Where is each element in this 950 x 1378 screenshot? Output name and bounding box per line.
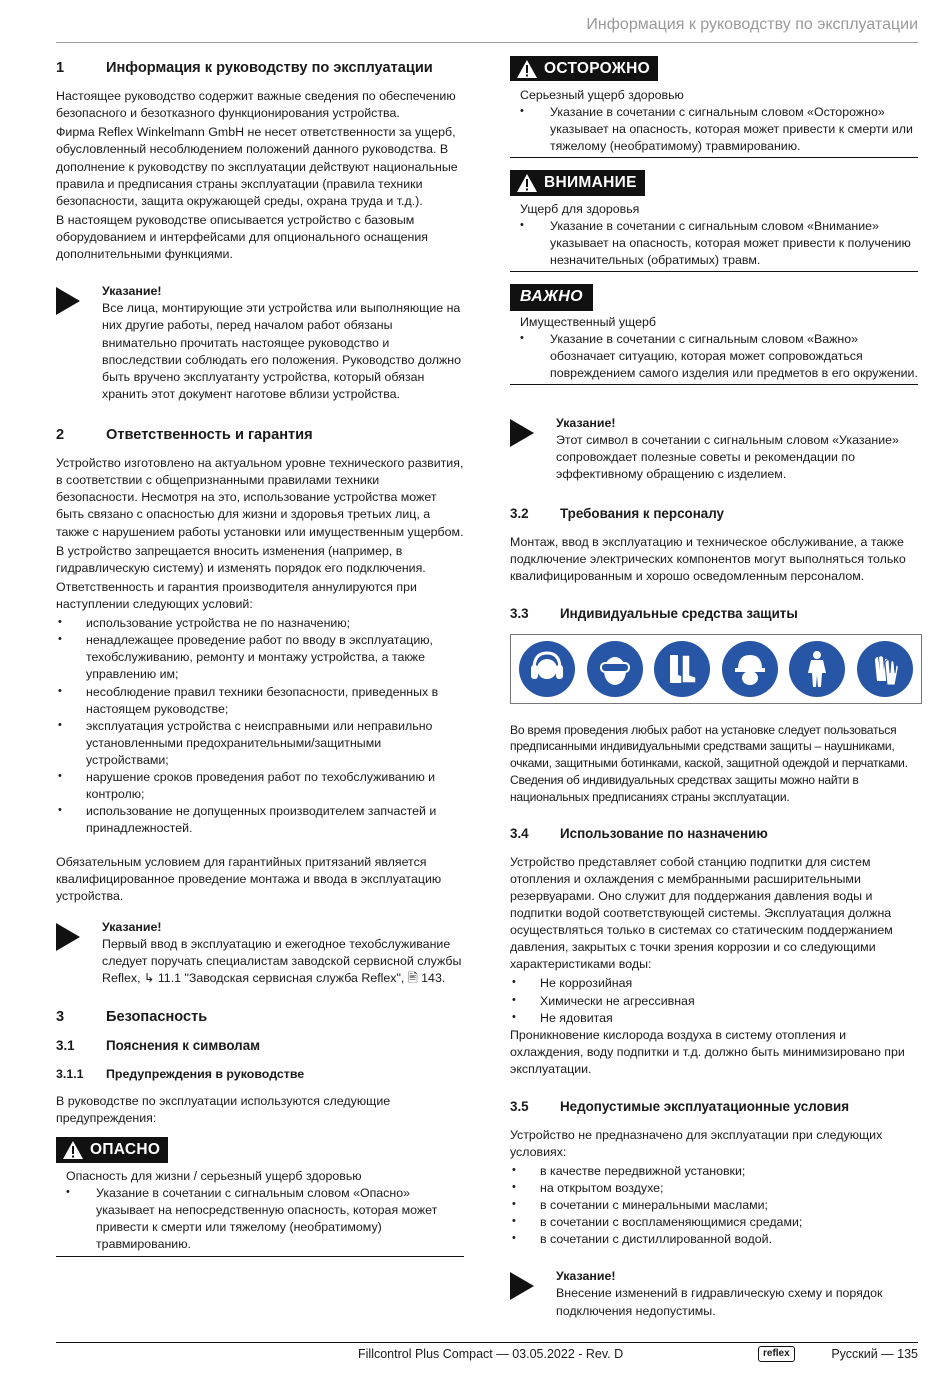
note-title: Указание! (102, 919, 162, 934)
ppe-icons-row (510, 634, 922, 704)
protective-clothing-icon (789, 641, 845, 697)
s2-paragraph-3: Ответственность и гарантия производителя аннулируются при наступлении следующих условий: (56, 579, 417, 611)
note-block (56, 283, 464, 405)
danger-warning (56, 1137, 464, 1256)
list-item: • использование устройства не по назначению; (56, 615, 464, 632)
list-item: • в сочетании с воспламеняющимися средами; (510, 1214, 918, 1231)
list-item: • в качестве передвижной установки; (510, 1163, 918, 1180)
section-3-2-heading: 3.2 Требования к персоналу (510, 506, 725, 522)
section-3-1-heading: 3.1 Пояснения к символам (56, 1038, 261, 1054)
list-item: • Указание в сочетании с сигнальным словом «Важно» обозначает ситуацию, которая может сопровождаться повреждением самого изделия или предметов в его окружении. (510, 331, 918, 382)
note-title: Указание! (102, 284, 162, 299)
safety-boots-icon (654, 641, 710, 697)
list-item: • на открытом воздухе; (510, 1180, 918, 1197)
goggles-icon (587, 641, 643, 697)
important-warning (510, 284, 918, 385)
right-column (510, 56, 918, 1322)
s2-paragraph-4: Обязательным условием для гарантийных притязаний является квалифицированное проведение монтажа и ввода в эксплуатацию устройства. (56, 854, 442, 903)
note-title: Указание! (556, 415, 616, 430)
list-item: • ненадлежащее проведение работ по вводу в эксплуатацию, техобслуживанию, ремонту и монтажу устройства, а также управлению им; (56, 632, 464, 683)
list-item: • несоблюдение правил техники безопасности, приведенных в настоящем руководстве; (56, 684, 464, 718)
s1-paragraph-1: Настоящее руководство содержит важные сведения по обеспечению безопасного и безотказного функционирования устройства. (56, 89, 456, 121)
note-text: Все лица, монтирующие эти устройства или выполняющие на них другие работы, перед началом работ обязаны внимательно прочитать настоящее руководство и впоследствии соблюдать его положения. Руководство должно быть вручено эксплуатанту устройства, который обязан хранить этот документ наготове вблизи устройства. (102, 301, 462, 401)
list-item: • Не коррозийная (510, 975, 918, 992)
caution-warning (510, 56, 918, 158)
list-item: • Указание в сочетании с сигнальным словом «Осторожно» указывает на опасность, которая может привести к смерти или тяжелому (необратимому) травмированию. (510, 104, 918, 155)
note-arrow-icon (510, 415, 556, 485)
s2-paragraph-1: Устройство изготовлено на актуальном уровне технического развития, в соответствии с общепризнанными правилами техники безопасности. Несмотря на это, использование устройства может быть связано с опасностью для жизни и здоровья третьих лиц, а также с нарушением работы установки или имущественным ущербом. (56, 456, 464, 539)
list-item: • нарушение сроков проведения работ по техобслуживанию и контролю; (56, 769, 464, 803)
s35-list (510, 1163, 918, 1249)
attention-badge: ВНИМАНИЕ (510, 170, 645, 195)
note-block (510, 1268, 918, 1321)
left-column (56, 56, 464, 1257)
attention-warning (510, 170, 918, 272)
note-text: Этот символ в сочетании с сигнальным словом «Указание» сопровождает полезные советы и рекомендации по эффективному обращению с изделием. (556, 433, 899, 482)
note-title: Указание! (556, 1269, 616, 1284)
warning-triangle-icon (516, 59, 538, 79)
header-rule (56, 42, 918, 43)
warning-triangle-icon (62, 1140, 84, 1160)
gloves-icon (857, 641, 913, 697)
list-item: • эксплуатация устройства с неисправными или неправильно установленными предохранительными/защитными устройствами; (56, 718, 464, 769)
s35-paragraph-1: Устройство не предназначено для эксплуатации при следующих условиях: (510, 1127, 883, 1159)
section-1-heading: 1 Информация к руководству по эксплуатации (56, 60, 433, 76)
section-3-heading: 3 Безопасность (56, 1009, 208, 1026)
ear-protection-icon (519, 641, 575, 697)
s32-paragraph: Монтаж, ввод в эксплуатацию и техническое обслуживание, а также подключение электрических компонентов могут выполняться только квалифицированным и хорошо осведомленным персоналом. (510, 534, 906, 584)
section-3-4-heading: 3.4 Использование по назначению (510, 826, 768, 842)
reflex-logo: reflex (758, 1346, 795, 1362)
list-item: • Химически не агрессивная (510, 993, 918, 1010)
footer (56, 1346, 918, 1366)
s34-paragraph-2: Проникновение кислорода воздуха в систему отопления и охлаждения, воду подпитки и т.д. должно быть минимизировано при эксплуатации. (510, 1027, 905, 1076)
s1-paragraph-2: Фирма Reflex Winkelmann GmbH не несет ответственности за ущерб, обусловленный несоблюдением положений данного руководства. В дополнение к руководству по эксплуатации действуют национальные правила и предписания страны эксплуатации (правила техники безопасности, защита окружающей среды, охрана труда и т.д.). (56, 125, 458, 208)
note-text: Первый ввод в эксплуатацию и ежегодное техобслуживание следует поручать специалистам заводской сервисной службы Reflex, ↳ 11.1 "Заводская сервисная служба Reflex", 🖹 143. (102, 936, 462, 986)
s34-paragraph-1: Устройство представляет собой станцию подпитки для систем отопления и охлаждения с мембранными расширительными резервуарами. Оно служит для поддержания давления воды и подпитки водой соответствующей системы. Эксплуатация должна осуществляться только в системах со статическим поддержанием давления, закрытых с точки зрения коррозии и со следующими характеристиками воды: (510, 854, 893, 972)
footer-page-number: Русский — 135 (831, 1347, 918, 1361)
caution-badge: ОСТОРОЖНО (510, 56, 658, 81)
section-3-3-heading: 3.3 Индивидуальные средства защиты (510, 606, 798, 622)
s33-paragraph: Во время проведения любых работ на установке следует пользоваться предписанными индивидуальными средствами защиты – наушниками, очками, защитными ботинками, каской, защитной одеждой и перчатками. Сведения об индивидуальных средствах защиты можно найти в национальных предписаниях страны эксплуатации. (510, 722, 908, 804)
list-item: • в сочетании с минеральными маслами; (510, 1197, 918, 1214)
note-block (56, 919, 464, 989)
running-head: Информация к руководству по эксплуатации (586, 16, 918, 33)
hard-hat-icon (722, 641, 778, 697)
list-item: • в сочетании с дистиллированной водой. (510, 1231, 918, 1248)
s2-paragraph-2: В устройство запрещается вносить изменения (например, в гидравлическую систему) и изменять порядок его подключения. (56, 543, 426, 575)
attention-subtitle: Ущерб для здоровья (520, 202, 640, 217)
s3-paragraph-1: В руководстве по эксплуатации используются следующие предупреждения: (56, 1094, 391, 1126)
danger-subtitle: Опасность для жизни / серьезный ущерб здоровью (66, 1169, 362, 1184)
list-item: • Не ядовитая (510, 1010, 918, 1027)
s34-list (510, 975, 918, 1026)
note-arrow-icon (56, 283, 102, 405)
section-3-5-heading: 3.5 Недопустимые эксплуатационные условия (510, 1099, 850, 1115)
section-3-1-1-heading: 3.1.1 Предупреждения в руководстве (56, 1066, 305, 1081)
section-2-heading: 2 Ответственность и гарантия (56, 426, 313, 443)
footer-doc-info: Fillcontrol Plus Compact — 03.05.2022 - Rev. D (358, 1347, 624, 1361)
note-block (510, 415, 918, 485)
note-text: Внесение изменений в гидравлическую схему и порядок подключения недопустимы. (556, 1286, 883, 1318)
caution-subtitle: Серьезный ущерб здоровью (520, 87, 684, 102)
s1-paragraph-3: В настоящем руководстве описывается устройство с базовым оборудованием и интерфейсами для опционального оснащения дополнительными функциями. (56, 212, 429, 262)
warning-triangle-icon (516, 173, 538, 193)
note-arrow-icon (56, 919, 102, 989)
footer-rule (56, 1342, 918, 1343)
list-item: • использование не допущенных производителем запчастей и принадлежностей. (56, 803, 464, 837)
s2-conditions-list (56, 615, 464, 837)
danger-badge: ОПАСНО (56, 1137, 168, 1162)
list-item: • Указание в сочетании с сигнальным словом «Внимание» указывает на опасность, которая может привести к получению незначительных (обратимых) травм. (510, 218, 918, 269)
note-arrow-icon (510, 1268, 556, 1321)
list-item: • Указание в сочетании с сигнальным словом «Опасно» указывает на непосредственную опасность, которая может привести к смерти или тяжелому (необратимому) травмированию. (56, 1185, 464, 1253)
important-badge: ВАЖНО (510, 284, 593, 310)
important-subtitle: Имущественный ущерб (520, 314, 656, 329)
